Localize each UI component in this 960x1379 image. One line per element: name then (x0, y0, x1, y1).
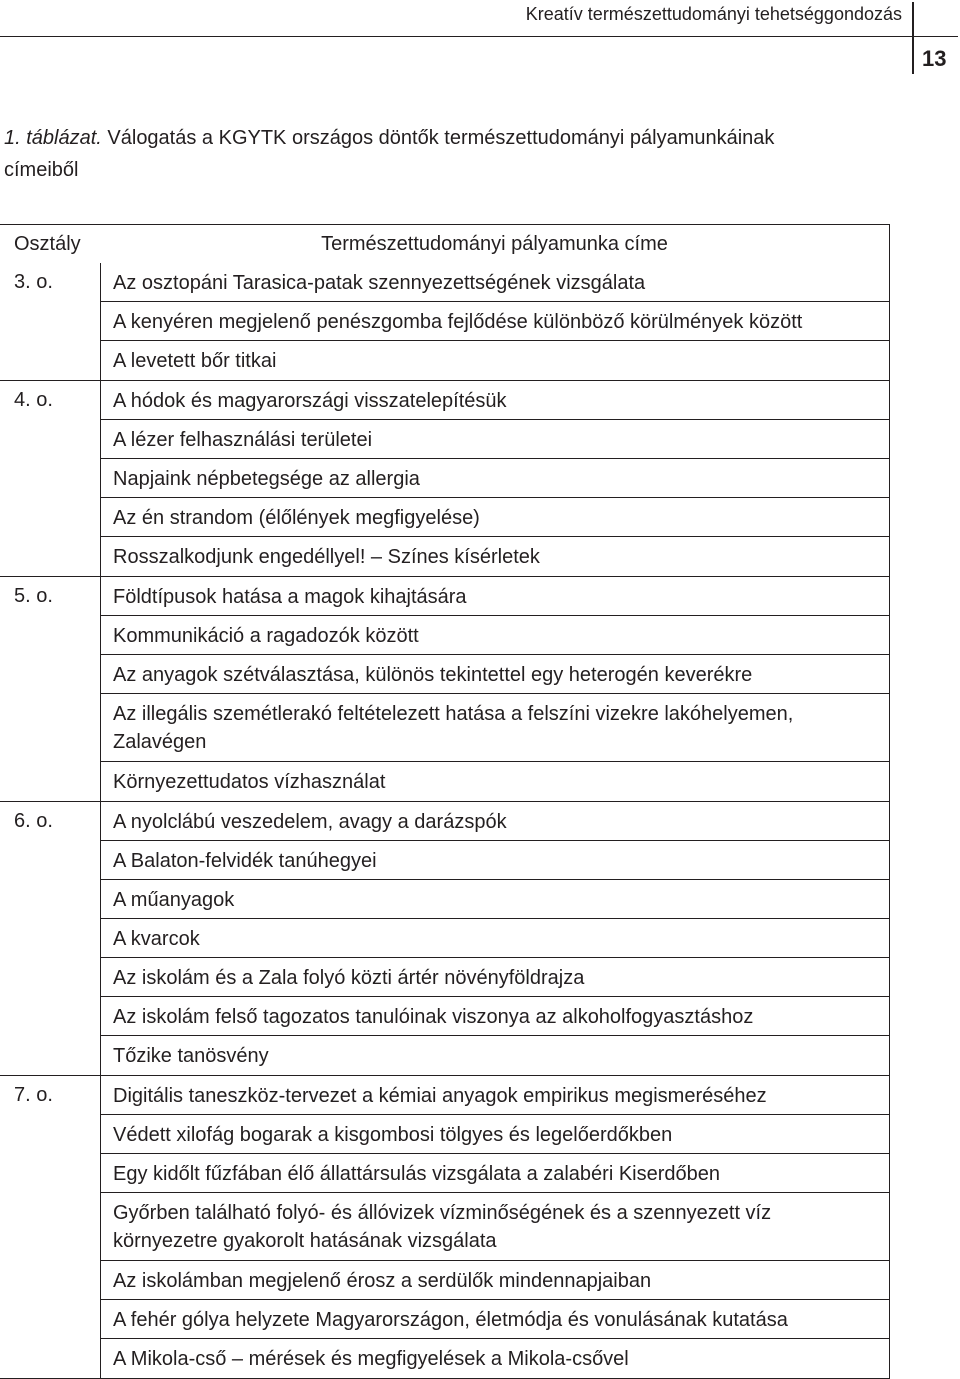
project-title: A levetett bőr titkai (113, 350, 277, 372)
project-title: Az iskolám felső tagozatos tanulóinak viszonya az alkoholfogyasztáshoz (101, 997, 889, 1036)
project-title: A fehér gólya helyzete Magyarországon, életmódja és vonulásának kutatása (101, 1300, 889, 1339)
page-number: 13 (922, 46, 947, 71)
project-title: Napjaink népbetegsége az allergia (101, 459, 889, 498)
project-title: Egy kidőlt fűzfában élő állattársulás vizsgálata a zalabéri Kiserdőben (101, 1154, 889, 1193)
page-number-rule (912, 2, 914, 74)
project-title: A műanyagok (101, 880, 889, 919)
header-title: Természettudományi pályamunka címe (321, 233, 668, 255)
project-title: Kommunikáció a ragadozók között (101, 616, 889, 655)
project-title: A Balaton-felvidék tanúhegyei (101, 841, 889, 880)
grade-label: 4. o. (14, 389, 53, 411)
grade-label: 6. o. (14, 810, 53, 832)
project-title: A hódok és magyarországi visszatelepítésük (101, 381, 889, 420)
caption-text: Válogatás a KGYTK országos döntők természettudományi pályamunkáinak címeiből (4, 127, 775, 181)
header-rule (0, 36, 958, 37)
project-title: A kenyéren megjelenő penészgomba fejlődése különböző körülmények között (101, 302, 889, 341)
project-title: Digitális taneszköz-tervezet a kémiai anyagok empirikus megismeréséhez (101, 1076, 889, 1115)
project-title: Rosszalkodjunk engedéllyel! – Színes kísérletek (113, 546, 540, 568)
table-caption (4, 122, 844, 186)
project-title: Földtípusok hatása a magok kihajtására (101, 577, 889, 616)
grade-group (0, 802, 890, 1076)
project-title: Az osztopáni Tarasica-patak szennyezettségének vizsgálata (101, 263, 889, 302)
grade-group (0, 381, 890, 577)
project-title: Tőzike tanösvény (113, 1045, 269, 1067)
grade-label: 3. o. (14, 271, 53, 293)
project-title: Az anyagok szétválasztása, különös tekintettel egy heterogén keverékre (101, 655, 889, 694)
project-title: A nyolclábú veszedelem, avagy a darázspók (101, 802, 889, 841)
caption-label: 1. táblázat. (4, 127, 102, 149)
grade-group (0, 1076, 890, 1379)
project-title: A Mikola-cső – mérések és megfigyelések a Mikola-csővel (113, 1348, 629, 1370)
project-title: Környezettudatos vízhasználat (113, 771, 386, 793)
grade-group (0, 577, 890, 802)
project-title: Győrben található folyó- és állóvizek vízminőségének és a szennyezett víz környezetre gyakorolt hatásának vizsgálata (101, 1193, 889, 1261)
grade-group (0, 263, 890, 381)
grade-label: 7. o. (14, 1084, 53, 1106)
project-title: A kvarcok (101, 919, 889, 958)
header-grade: Osztály (14, 233, 81, 255)
projects-table (0, 224, 890, 1379)
running-title: Kreatív természettudományi tehetséggondozás (525, 4, 902, 24)
project-title: A lézer felhasználási területei (101, 420, 889, 459)
project-title: Védett xilofág bogarak a kisgombosi tölgyes és legelőerdőkben (101, 1115, 889, 1154)
grade-label: 5. o. (14, 585, 53, 607)
project-title: Az iskolámban megjelenő érosz a serdülők mindennapjaiban (101, 1261, 889, 1300)
project-title: Az én strandom (élőlények megfigyelése) (101, 498, 889, 537)
project-title: Az iskolám és a Zala folyó közti ártér növényföldrajza (101, 958, 889, 997)
table-header-row (0, 225, 890, 263)
project-title: Az illegális szemétlerakó feltételezett hatása a felszíni vizekre lakóhelyemen, Zalavégen (101, 694, 889, 762)
